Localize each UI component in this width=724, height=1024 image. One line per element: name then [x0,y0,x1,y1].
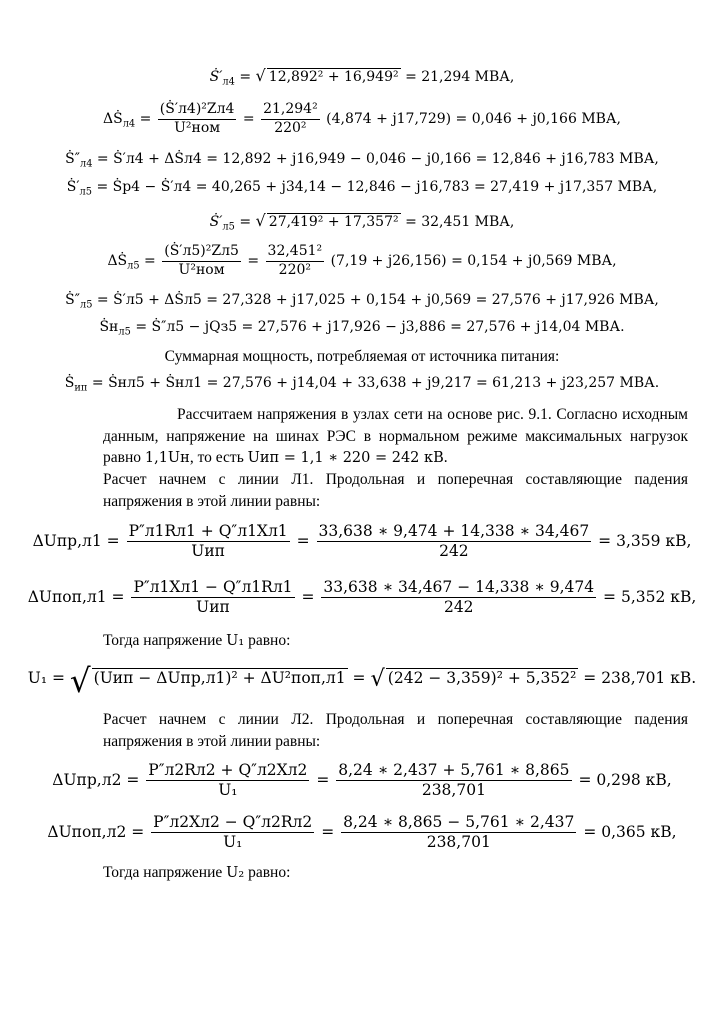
fraction-numerator: 21,294² [261,101,320,120]
eq-result: (4,874 + j17,729) = 0,046 + j0,166 МВА, [326,111,621,127]
equation-ds-l5: ΔṠ$_{л5}$ = (Ṡ′л5)²Zл5 U²ном = $\frac{\text{32,451²}}{\text{220²}}$ (7,19 + j26,156) = 0,154 + j0,569 МВА, [107,243,617,278]
equation-u1: U₁ = √ (Uип − ΔUпр,л1)² + ΔU²поп,л1 = √ (242 − 3,359)² + 5,352² = 238,701 кВ. [27,662,697,700]
eq-lhs-sub: л5 [79,186,92,198]
paragraph-voltage-intro [103,404,688,470]
paragraph-line-l2: Расчет начнем с линии Л2. Продольная и поперечная составляющие падения напряжения в этой линии равны: [103,711,688,750]
fraction-values [341,813,576,853]
fraction-denominator: Uип [191,542,225,561]
eq-lhs: Ṡн [99,319,119,335]
caption-total-power: Суммарная мощность, потребляемая от источника питания: [164,348,560,365]
equation-du-pr-l2: ΔUпр,л2 = P″л2Rл2 + Q″л2Xл2 U₁ = $\frac{8,24 ∗ 2,437 + 5,761 ∗ 8,865}{238,701}$ = 0,298 кВ, [52,761,672,800]
fraction [158,101,237,137]
fraction-numerator: (Ṡ′л4)²Zл4 [158,101,237,120]
eq-lhs: ΔUпр,л1 = [32,531,120,550]
inline-math: U₂ [226,865,245,881]
eq-radicand: (242 − 3,359)² + 5,352² [387,668,577,687]
sqrt-sign: √ [255,66,266,85]
fraction-numerator: 33,638 ∗ 34,467 − 14,338 ∗ 9,474 [321,578,596,598]
eq-lhs-sub: ип [74,382,88,394]
eq-lhs: Ṡ′ [209,214,223,230]
eq-lhs-sub: л5 [118,326,131,338]
fraction-values [321,578,596,618]
eq-radicand: (Uип − ΔUпр,л1)² + ΔU²поп,л1 [93,668,346,687]
equation-ds-l4: ΔṠ$_{л4}$ = (Ṡ′л4)²Zл4 U²ном = $\frac{\text{21,294²}}{\text{220²}}$ (4,874 + j17,729) = 0,046 + j0,166 МВА, [102,101,621,136]
eq-lhs: Ṡ′ [66,179,80,195]
fraction-denominator: U²ном [178,261,225,278]
equation-du-pr-l1: ΔUпр,л1 = P″л1Rл1 + Q″л1Xл1 Uип = $\frac{33,638 ∗ 9,474 + 14,338 ∗ 34,467}{242}$ = 3,359 кВ, [32,522,692,561]
fraction-denominator: 242 [443,598,474,617]
fraction-values [266,243,325,279]
fraction-values [317,522,592,562]
equation-s2-l5 [0,292,724,310]
eq-lhs-sub: л4 [222,76,235,88]
eq-radicand: 27,419² + 17,357² [268,214,399,230]
inline-math: Uип = 1,1 ∗ 220 = 242 кВ [247,450,444,466]
equation-s-l4: $Ṡ'_{л4}$ = √ 12,892² + 16,949² = 21,294 МВА, [209,66,515,88]
eq-radicand: 12,892² + 16,949² [268,69,399,85]
fraction-denominator: 220² [278,261,311,278]
fraction-denominator: 242 [439,542,469,561]
fraction [131,578,294,618]
sqrt-sign: √ [255,211,266,230]
eq-result: = 3,359 кВ, [598,531,692,550]
fraction [127,522,290,562]
eq-lhs: Ṡ″ [65,151,80,167]
eq-lhs: Ṡ″ [65,292,80,308]
fraction-denominator: 238,701 [421,781,486,800]
eq-lhs: U₁ = [27,668,65,687]
eq-lhs-sub: л4 [79,158,93,170]
eq-lhs: Ṡ [64,375,75,391]
fraction-denominator: U₁ [223,833,243,852]
paragraph-line-l1: Расчет начнем с линии Л1. Продольная и поперечная составляющие падения напряжения в этой линии равны: [103,471,688,510]
inline-math: U₁ [226,633,245,649]
eq-lhs: ΔṠ [102,111,123,127]
eq-lhs: Ṡ′ [209,69,223,85]
eq-rhs: = Ṡр4 − Ṡ′л4 = 40,265 + j34,14 − 12,846 − j16,783 = 27,419 + j17,357 МВА, [96,179,658,195]
para-text: . [443,449,448,466]
eq-lhs: ΔUпр,л2 = [52,770,140,789]
fraction-values [261,101,320,137]
fraction-denominator: Uип [196,598,230,617]
fraction-numerator: P″л1Xл1 − Q″л1Rл1 [131,578,294,598]
eq-lhs-sub: л5 [127,260,140,272]
equation-s-l5: $Ṡ'_{л5}$ = √ 27,419² + 17,357² = 32,451 МВА, [209,211,515,233]
eq-rhs: = Ṡ′л5 + ΔṠл5 = 27,328 + j17,025 + 0,154 + j0,569 = 27,576 + j17,926 МВА, [96,292,659,308]
fraction-numerator: 8,24 ∗ 8,865 − 5,761 ∗ 2,437 [341,813,576,833]
eq-result: = 32,451 МВА, [405,214,515,230]
para-text: Тогда напряжение [103,864,227,881]
sqrt-sign: √ [69,662,91,700]
eq-lhs-sub: л4 [122,118,136,130]
fraction-denominator: 220² [274,119,307,136]
fraction-denominator: U₁ [218,781,238,800]
fraction-numerator: P″л1Rл1 + Q″л1Xл1 [127,522,290,542]
eq-result: = 0,365 кВ, [583,822,677,841]
fraction-values [336,761,571,801]
eq-lhs-sub: л5 [79,299,93,311]
fraction-numerator: P″л2Xл2 − Q″л2Rл2 [151,813,314,833]
paragraph-u2 [103,862,688,885]
equation-s1-l5 [0,179,724,197]
equation-du-pop-l2: ΔUпоп,л2 = P″л2Xл2 − Q″л2Rл2 U₁ = $\frac{8,24 ∗ 8,865 - 5,761 ∗ 2,437}{238,701}$ = 0,365 кВ, [47,813,677,852]
eq-result: = 0,298 кВ, [578,770,672,789]
para-text: равно: [244,864,291,881]
sqrt-sign: √ [370,665,385,692]
eq-rhs: = Ṡнл5 + Ṡнл1 = 27,576 + j14,04 + 33,638 + j9,217 = 61,213 + j23,257 МВА. [91,375,660,391]
inline-math: 1,1Uн [144,450,190,466]
eq-result: = 238,701 кВ. [583,668,697,687]
para-text: Тогда напряжение [103,632,227,649]
eq-rhs: = Ṡ″л5 − jQз5 = 27,576 + j17,926 − j3,886 = 27,576 + j14,04 МВА. [135,319,625,335]
eq-lhs: ΔṠ [107,253,128,269]
fraction [151,813,314,853]
eq-result: (7,19 + j26,156) = 0,154 + j0,569 МВА, [330,253,617,269]
fraction-numerator: 32,451² [266,243,325,262]
equation-du-pop-l1: ΔUпоп,л1 = P″л1Xл1 − Q″л1Rл1 Uип = $\frac{33,638 ∗ 34,467 - 14,338 ∗ 9,474}{242}$ = 5,352 кВ, [27,578,697,617]
eq-lhs-sub: л5 [222,221,235,233]
fraction-numerator: 8,24 ∗ 2,437 + 5,761 ∗ 8,865 [336,761,571,781]
fraction-denominator: 238,701 [426,833,491,852]
eq-result: = 5,352 кВ, [603,587,697,606]
eq-lhs: ΔUпоп,л1 = [27,587,125,606]
eq-result: = 21,294 МВА, [405,69,515,85]
fraction-numerator: (Ṡ′л5)²Zл5 [162,243,241,262]
fraction [162,243,241,279]
fraction-numerator: 33,638 ∗ 9,474 + 14,338 ∗ 34,467 [317,522,592,542]
equation-s-ip [0,375,724,393]
equation-sn-l5 [0,319,724,337]
fraction-denominator: U²ном [174,119,221,136]
eq-rhs: = Ṡ′л4 + ΔṠл4 = 12,892 + j16,949 − 0,046 − j0,166 = 12,846 + j16,783 МВА, [96,151,659,167]
fraction [146,761,309,801]
fraction-numerator: P″л2Rл2 + Q″л2Xл2 [146,761,309,781]
equation-s2-l4 [0,151,724,169]
para-text: , то есть [189,449,248,466]
para-text: равно: [244,632,291,649]
eq-lhs: ΔUпоп,л2 = [47,822,145,841]
para-text: Рассчитаем напряжения в узлах сети на основе рис. 9.1. Согласно исходным данным, напряжение на шинах РЭС в нормальном режиме максимальных нагрузок равно [103,406,688,466]
paragraph-u1 [103,630,688,653]
